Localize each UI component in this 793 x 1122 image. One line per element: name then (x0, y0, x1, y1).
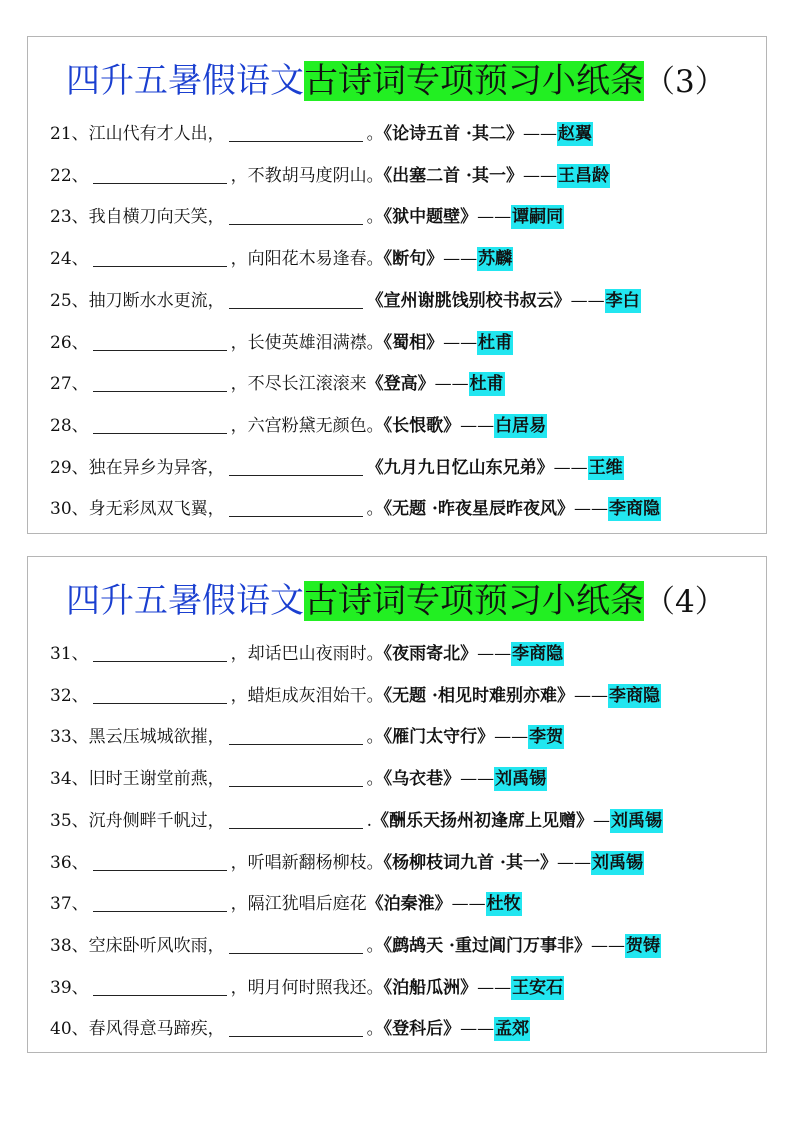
dash: —— (460, 415, 495, 436)
answer-blank[interactable] (93, 850, 227, 871)
poem-source: 《长恨歌》 (383, 415, 461, 436)
poem-row (50, 494, 661, 524)
poem-row (50, 806, 663, 836)
poem-source: 《登科后》 (383, 1019, 461, 1040)
row-number: 32、 (50, 685, 89, 706)
dash: —— (451, 894, 486, 915)
dash: —— (460, 769, 495, 790)
given-line: ，六宫粉黛无颜色。 (230, 415, 384, 436)
poem-row (50, 973, 564, 1003)
poem-row (50, 1014, 530, 1044)
given-line: 。 (366, 1019, 384, 1040)
given-line: 空床卧听风吹雨， (88, 935, 225, 956)
poet-name: 李商隐 (608, 685, 660, 706)
worksheet-title (66, 57, 726, 105)
dash: — (593, 810, 611, 831)
poet-name: 杜牧 (486, 894, 521, 915)
poem-source: 《登高》 (366, 374, 435, 395)
given-line: 。 (366, 499, 384, 520)
given-line: ，向阳花木易逢春。 (230, 249, 384, 270)
answer-blank[interactable] (93, 891, 227, 912)
poem-source: 《泊船瓜洲》 (383, 977, 478, 998)
answer-blank[interactable] (229, 724, 363, 745)
poem-source: 《泊秦淮》 (366, 894, 452, 915)
poem-row (50, 931, 661, 961)
dash: —— (477, 207, 512, 228)
poem-source: 《狱中题壁》 (383, 207, 478, 228)
dash: —— (573, 499, 608, 520)
poet-name: 刘禹锡 (611, 810, 663, 831)
answer-blank[interactable] (93, 371, 227, 392)
row-number: 36、 (50, 852, 89, 873)
poet-name: 赵翼 (557, 124, 592, 144)
dash: —— (434, 374, 469, 395)
given-line: 抽刀断水水更流， (88, 290, 225, 311)
given-line: . (366, 810, 373, 831)
dash: —— (570, 290, 605, 311)
given-line: 黑云压城城欲摧， (88, 727, 225, 748)
poem-source: 《蜀相》 (383, 332, 444, 353)
dash: —— (477, 977, 512, 998)
given-line: ，却话巴山夜雨时。 (230, 644, 384, 664)
row-number: 39、 (50, 977, 89, 998)
poem-row (50, 764, 547, 794)
poet-name: 王维 (588, 457, 623, 478)
poem-source: 《鹧鸪天 ·重过阊门万事非》 (383, 935, 591, 956)
answer-blank[interactable] (93, 163, 227, 184)
poem-source: 《宣州谢朓饯别校书叔云》 (366, 290, 571, 311)
dash: —— (460, 1019, 495, 1040)
answer-blank[interactable] (229, 1016, 363, 1037)
given-line: 。 (366, 935, 384, 956)
row-number: 30、 (50, 499, 89, 520)
poet-name: 李商隐 (512, 644, 564, 664)
answer-blank[interactable] (93, 683, 227, 704)
given-line: 。 (366, 124, 384, 144)
poet-name: 王安石 (512, 977, 564, 998)
row-number: 23、 (50, 207, 89, 228)
poem-source: 《无题 ·相见时难别亦难》 (383, 685, 574, 706)
dash: —— (443, 332, 478, 353)
given-line: ，长使英雄泪满襟。 (230, 332, 384, 353)
poem-source: 《乌衣巷》 (383, 769, 461, 790)
row-number: 33、 (50, 727, 89, 748)
poet-name: 孟郊 (495, 1019, 530, 1040)
answer-blank[interactable] (93, 246, 227, 267)
answer-blank[interactable] (229, 808, 363, 829)
given-line: 旧时王谢堂前燕， (88, 769, 225, 790)
row-number: 29、 (50, 457, 89, 478)
poet-name: 李商隐 (608, 499, 660, 520)
poem-row (50, 244, 513, 274)
answer-blank[interactable] (229, 121, 363, 142)
worksheet-card-4 (27, 556, 767, 1053)
poem-source: 《无题 ·昨夜星辰昨夜风》 (383, 499, 574, 520)
given-line: 。 (366, 769, 384, 790)
poem-row (50, 639, 564, 669)
title-prefix: 四升五暑假语文 (66, 61, 304, 101)
given-line: 沉舟侧畔千帆过， (88, 810, 225, 831)
answer-blank[interactable] (229, 496, 363, 517)
poem-row (50, 681, 661, 711)
given-line: ，明月何时照我还。 (230, 977, 384, 998)
poet-name: 谭嗣同 (512, 207, 564, 228)
poem-source: 《夜雨寄北》 (383, 644, 478, 664)
answer-blank[interactable] (229, 766, 363, 787)
title-suffix: （4） (644, 584, 726, 620)
poem-row (50, 119, 593, 149)
title-prefix: 四升五暑假语文 (66, 581, 304, 621)
answer-blank[interactable] (93, 413, 227, 434)
poem-row (50, 889, 522, 919)
row-number: 40、 (50, 1019, 89, 1040)
poem-source: 《断句》 (383, 249, 444, 270)
dash: —— (590, 935, 625, 956)
title-highlight: 古诗词专项预习小纸条 (304, 581, 644, 621)
row-number: 27、 (50, 374, 89, 395)
poem-row (50, 202, 564, 232)
poem-source: 《雁门太守行》 (383, 727, 495, 748)
poet-name: 王昌龄 (557, 165, 609, 186)
answer-blank[interactable] (93, 330, 227, 351)
dash: —— (573, 685, 608, 706)
row-number: 37、 (50, 894, 89, 915)
poem-row (50, 848, 644, 878)
poem-source: 《论诗五首 ·其二》 (383, 124, 523, 144)
row-number: 34、 (50, 769, 89, 790)
poem-row (50, 328, 513, 358)
given-line: ，听唱新翻杨柳枝。 (230, 852, 384, 873)
given-line: 我自横刀向天笑， (88, 207, 225, 228)
row-number: 25、 (50, 290, 89, 311)
poem-source: 《酬乐天扬州初逢席上见赠》 (372, 810, 594, 831)
poem-row (50, 161, 610, 191)
row-number: 22、 (50, 165, 89, 186)
answer-blank[interactable] (229, 204, 363, 225)
answer-blank[interactable] (93, 641, 227, 662)
title-suffix: （3） (644, 64, 726, 100)
answer-blank[interactable] (229, 455, 363, 476)
poem-row (50, 411, 547, 441)
given-line: 身无彩凤双飞翼， (88, 499, 225, 520)
poet-name: 贺铸 (625, 935, 660, 956)
answer-blank[interactable] (93, 975, 227, 996)
poem-source: 《杨柳枝词九首 ·其一》 (383, 852, 557, 873)
poem-row (50, 286, 641, 316)
answer-blank[interactable] (229, 933, 363, 954)
poet-name: 苏麟 (478, 249, 513, 270)
given-line: ，不尽长江滚滚来 (230, 374, 367, 395)
row-number: 26、 (50, 332, 89, 353)
worksheet-card-3 (27, 36, 767, 534)
row-number: 24、 (50, 249, 89, 270)
dash: —— (553, 457, 588, 478)
dash: —— (522, 165, 557, 186)
given-line: ，隔江犹唱后庭花 (230, 894, 367, 915)
poet-name: 杜甫 (478, 332, 513, 353)
title-highlight: 古诗词专项预习小纸条 (304, 61, 644, 101)
given-line: 春风得意马蹄疾， (88, 1019, 225, 1040)
poet-name: 白居易 (495, 415, 547, 436)
given-line: 。 (366, 207, 384, 228)
given-line: 江山代有才人出， (88, 124, 225, 144)
row-number: 35、 (50, 810, 89, 831)
dash: —— (443, 249, 478, 270)
given-line: 。 (366, 727, 384, 748)
poem-row (50, 722, 564, 752)
dash: —— (477, 644, 512, 664)
row-number: 31、 (50, 644, 89, 664)
poem-row (50, 369, 505, 399)
row-number: 28、 (50, 415, 89, 436)
poem-source: 《出塞二首 ·其一》 (383, 165, 523, 186)
worksheet-title (66, 577, 726, 625)
poet-name: 杜甫 (469, 374, 504, 395)
row-number: 21、 (50, 124, 89, 144)
row-number: 38、 (50, 935, 89, 956)
given-line: ，蜡炬成灰泪始干。 (230, 685, 384, 706)
poet-name: 刘禹锡 (495, 769, 547, 790)
dash: —— (556, 852, 591, 873)
given-line: ，不教胡马度阴山。 (230, 165, 384, 186)
dash: —— (522, 124, 557, 144)
given-line: 独在异乡为异客， (88, 457, 225, 478)
poem-source: 《九月九日忆山东兄弟》 (366, 457, 554, 478)
answer-blank[interactable] (229, 288, 363, 309)
poet-name: 李贺 (529, 727, 564, 748)
poet-name: 李白 (605, 290, 640, 311)
poem-row (50, 453, 624, 483)
dash: —— (494, 727, 529, 748)
poet-name: 刘禹锡 (591, 852, 643, 873)
